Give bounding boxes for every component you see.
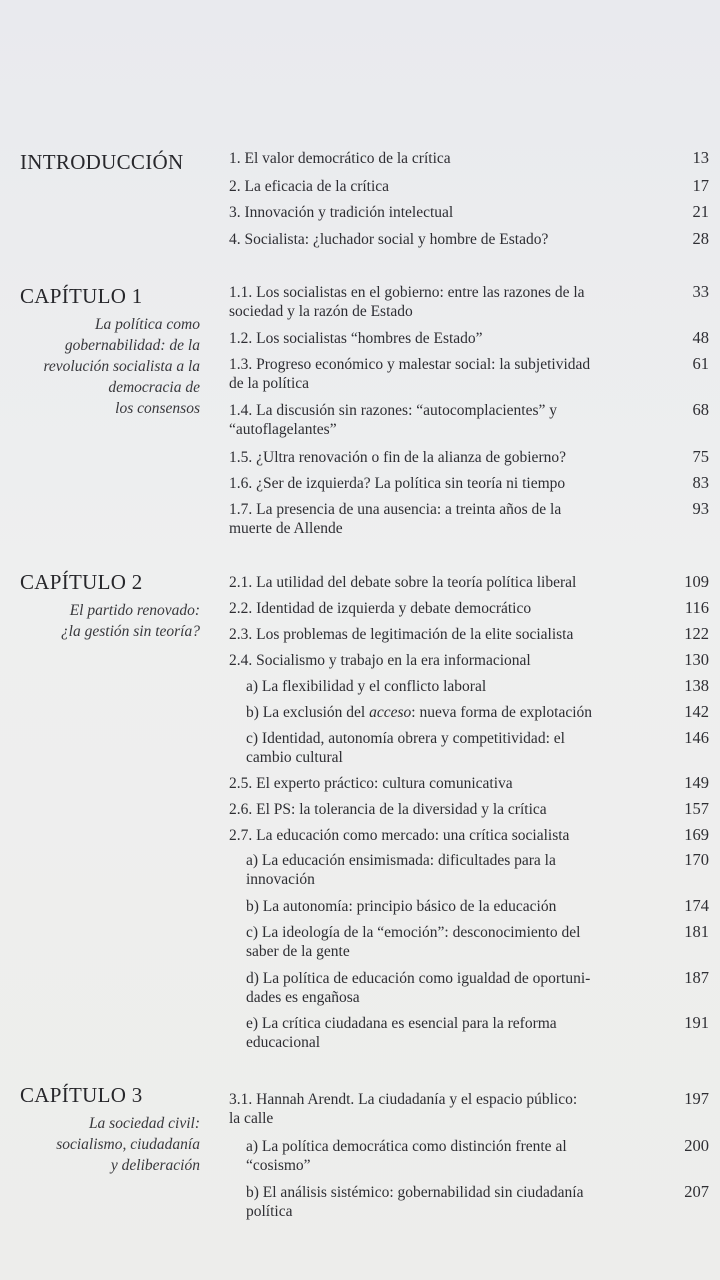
section-subtitle-line: ¿la gestión sin teoría? bbox=[60, 623, 200, 640]
toc-entry-title bbox=[229, 774, 629, 793]
toc-entry-line: 1.7. La presencia de una ausencia: a treinta años de la bbox=[229, 501, 562, 518]
toc-entry[interactable] bbox=[229, 474, 709, 493]
section-title: CAPÍTULO 3 bbox=[20, 1083, 143, 1107]
toc-entry[interactable] bbox=[246, 703, 709, 722]
toc-entry[interactable] bbox=[246, 1183, 709, 1221]
toc-entry-title bbox=[229, 230, 629, 249]
toc-entry-line: 3. Innovación y tradición intelectual bbox=[229, 204, 454, 221]
toc-entry-line: 2. La eficacia de la crítica bbox=[229, 178, 390, 195]
toc-entry-line: 2.5. El experto práctico: cultura comunicativa bbox=[229, 775, 513, 792]
section-subtitle-line: democracia de bbox=[108, 379, 200, 396]
toc-entry-title bbox=[246, 1137, 629, 1175]
toc-entry[interactable] bbox=[246, 677, 709, 696]
toc-entry-line: c) La ideología de la “emoción”: desconocimiento del bbox=[246, 924, 581, 941]
toc-entry-line: a) La educación ensimismada: dificultades para la bbox=[246, 852, 556, 869]
toc-entry-title bbox=[229, 651, 629, 670]
toc-entry[interactable] bbox=[229, 651, 709, 670]
toc-entry[interactable] bbox=[246, 1137, 709, 1175]
toc-entry[interactable] bbox=[229, 826, 709, 845]
toc-entry-title bbox=[246, 851, 629, 889]
toc-entry-line: 1.2. Los socialistas “hombres de Estado” bbox=[229, 330, 483, 347]
toc-entry-line: cambio cultural bbox=[246, 749, 343, 766]
toc-entry-title bbox=[246, 1183, 629, 1221]
toc-entry-title bbox=[229, 625, 629, 644]
toc-entry[interactable] bbox=[229, 329, 709, 348]
toc-entry-title bbox=[246, 969, 629, 1007]
toc-entry[interactable] bbox=[229, 573, 709, 592]
toc-entry-line: 4. Socialista: ¿luchador social y hombre de Estado? bbox=[229, 231, 549, 248]
toc-entry[interactable] bbox=[246, 969, 709, 1007]
toc-entry-title bbox=[246, 677, 629, 696]
section-subtitle bbox=[0, 600, 200, 642]
toc-page-number: 191 bbox=[684, 1013, 709, 1032]
toc-page-number: 207 bbox=[684, 1182, 709, 1201]
toc-entry-title bbox=[229, 329, 629, 348]
toc-entry-line: 1. El valor democrático de la crítica bbox=[229, 150, 451, 167]
section-subtitle-line: los consensos bbox=[115, 400, 200, 417]
toc-entry-line: e) La crítica ciudadana es esencial para la reforma bbox=[246, 1015, 557, 1032]
toc-entry-line: sociedad y la razón de Estado bbox=[229, 303, 413, 320]
toc-entry-title bbox=[229, 500, 629, 538]
toc-entry[interactable] bbox=[229, 599, 709, 618]
toc-page-number: 21 bbox=[692, 202, 709, 221]
toc-entry-title bbox=[229, 355, 629, 393]
toc-page-number: 142 bbox=[684, 702, 709, 721]
toc-entry-line: 2.7. La educación como mercado: una crítica socialista bbox=[229, 827, 570, 844]
toc-page-number: 33 bbox=[692, 282, 709, 301]
toc-entry-line: 2.4. Socialismo y trabajo en la era informacional bbox=[229, 652, 531, 669]
toc-entry[interactable] bbox=[246, 1014, 709, 1052]
toc-page-number: 13 bbox=[692, 148, 709, 167]
toc-entry[interactable] bbox=[229, 230, 709, 249]
section-title: INTRODUCCIÓN bbox=[20, 150, 184, 174]
toc-page-number: 187 bbox=[684, 968, 709, 987]
toc-entry-line: 1.5. ¿Ultra renovación o fin de la alianza de gobierno? bbox=[229, 449, 566, 466]
toc-entry-title bbox=[229, 149, 629, 168]
section-subtitle-line: La política como bbox=[94, 316, 200, 333]
toc-entry[interactable] bbox=[229, 401, 709, 439]
toc-page-number: 174 bbox=[684, 896, 709, 915]
section-subtitle-line: gobernabilidad: de la bbox=[64, 337, 200, 354]
toc-entry-title bbox=[246, 1014, 629, 1052]
toc-entry-line: 3.1. Hannah Arendt. La ciudadanía y el espacio público: bbox=[229, 1091, 578, 1108]
toc-page-number: 146 bbox=[684, 728, 709, 747]
toc-entry[interactable] bbox=[229, 203, 709, 222]
toc-entry-line: b) El análisis sistémico: gobernabilidad sin ciudadanía bbox=[246, 1184, 584, 1201]
toc-entry[interactable] bbox=[246, 729, 709, 767]
toc-entry-title bbox=[229, 177, 629, 196]
toc-entry-title bbox=[229, 599, 629, 618]
toc-entry-line: educacional bbox=[246, 1034, 321, 1051]
toc-entry-line: 2.6. El PS: la tolerancia de la diversidad y la crítica bbox=[229, 801, 547, 818]
toc-page-number: 122 bbox=[684, 624, 709, 643]
toc-entry[interactable] bbox=[229, 283, 709, 321]
toc-page-number: 61 bbox=[692, 354, 709, 373]
toc-entry[interactable] bbox=[229, 177, 709, 196]
section-title: CAPÍTULO 1 bbox=[20, 284, 143, 308]
toc-page-number: 17 bbox=[692, 176, 709, 195]
toc-page-number: 83 bbox=[692, 473, 709, 492]
toc-entry-line: la calle bbox=[229, 1110, 274, 1127]
toc-entry[interactable] bbox=[229, 500, 709, 538]
toc-entry[interactable] bbox=[229, 625, 709, 644]
toc-page-number: 181 bbox=[684, 922, 709, 941]
toc-entry[interactable] bbox=[229, 800, 709, 819]
toc-page-number: 130 bbox=[684, 650, 709, 669]
toc-entry-line: 1.1. Los socialistas en el gobierno: entre las razones de la bbox=[229, 284, 585, 301]
toc-entry-line: 1.3. Progreso económico y malestar social: la subjetividad bbox=[229, 356, 591, 373]
toc-page-number: 157 bbox=[684, 799, 709, 818]
toc-page-number: 28 bbox=[692, 229, 709, 248]
toc-entry-title bbox=[229, 826, 629, 845]
toc-entry-title bbox=[229, 474, 629, 493]
section-subtitle bbox=[0, 1113, 200, 1176]
toc-entry[interactable] bbox=[246, 851, 709, 889]
emphasis-text: acceso bbox=[369, 704, 412, 721]
toc-entry-line: 2.3. Los problemas de legitimación de la elite socialista bbox=[229, 626, 574, 643]
toc-page-number: 93 bbox=[692, 499, 709, 518]
section-subtitle-line: socialismo, ciudadanía bbox=[56, 1136, 200, 1153]
toc-entry-line: b) La exclusión del acceso: nueva forma de explotación bbox=[246, 704, 593, 721]
toc-entry-line: dades es engañosa bbox=[246, 989, 360, 1006]
section-subtitle-line: La sociedad civil: bbox=[88, 1115, 200, 1132]
toc-entry-line: c) Identidad, autonomía obrera y competitividad: el bbox=[246, 730, 565, 747]
toc-entry-line: b) La autonomía: principio básico de la educación bbox=[246, 898, 557, 915]
toc-entry-title bbox=[246, 703, 629, 722]
toc-entry-line: 1.6. ¿Ser de izquierda? La política sin teoría ni tiempo bbox=[229, 475, 566, 492]
toc-entry-title bbox=[229, 401, 629, 439]
toc-page-number: 75 bbox=[692, 447, 709, 466]
toc-entry-line: “autoflagelantes” bbox=[229, 421, 337, 438]
toc-page-number: 200 bbox=[684, 1136, 709, 1155]
toc-entry-title bbox=[229, 1090, 629, 1128]
toc-entry-line: saber de la gente bbox=[246, 943, 350, 960]
toc-entry[interactable] bbox=[229, 355, 709, 393]
toc-page-number: 68 bbox=[692, 400, 709, 419]
toc-entry[interactable] bbox=[229, 149, 709, 168]
toc-page-number: 109 bbox=[684, 572, 709, 591]
toc-entry-line: muerte de Allende bbox=[229, 520, 343, 537]
toc-page-number: 170 bbox=[684, 850, 709, 869]
toc-page-number: 149 bbox=[684, 773, 709, 792]
toc-entry-title bbox=[229, 800, 629, 819]
toc-entry-line: 1.4. La discusión sin razones: “autocomplacientes” y bbox=[229, 402, 557, 419]
toc-entry[interactable] bbox=[229, 448, 709, 467]
toc-entry-title bbox=[246, 729, 629, 767]
toc-entry[interactable] bbox=[229, 1090, 709, 1128]
toc-page-number: 197 bbox=[684, 1089, 709, 1108]
toc-entry-line: política bbox=[246, 1203, 293, 1220]
toc-entry-title bbox=[246, 897, 629, 916]
toc-entry-title bbox=[229, 573, 629, 592]
toc-entry[interactable] bbox=[229, 774, 709, 793]
toc-page-number: 169 bbox=[684, 825, 709, 844]
toc-entry-line: 2.1. La utilidad del debate sobre la teoría política liberal bbox=[229, 574, 577, 591]
toc-entry-line: a) La política democrática como distinción frente al bbox=[246, 1138, 567, 1155]
section-subtitle-line: y deliberación bbox=[110, 1157, 200, 1174]
toc-entry-title bbox=[246, 923, 629, 961]
toc-entry-title bbox=[229, 448, 629, 467]
section-subtitle bbox=[0, 314, 200, 419]
toc-entry-title bbox=[229, 203, 629, 222]
toc-entry-line: 2.2. Identidad de izquierda y debate democrático bbox=[229, 600, 532, 617]
toc-page-number: 48 bbox=[692, 328, 709, 347]
toc-page-number: 138 bbox=[684, 676, 709, 695]
section-subtitle-line: revolución socialista a la bbox=[43, 358, 200, 375]
toc-entry-line: d) La política de educación como igualdad de oportuni- bbox=[246, 970, 591, 987]
toc-entry[interactable] bbox=[246, 897, 709, 916]
toc-entry-line: de la política bbox=[229, 375, 310, 392]
toc-entry[interactable] bbox=[246, 923, 709, 961]
toc-entry-line: innovación bbox=[246, 871, 315, 888]
section-subtitle-line: El partido renovado: bbox=[69, 602, 200, 619]
toc-entry-title bbox=[229, 283, 629, 321]
toc-entry-line: “cosismo” bbox=[246, 1157, 311, 1174]
toc-page-number: 116 bbox=[684, 598, 709, 617]
toc-entry-line: a) La flexibilidad y el conflicto laboral bbox=[246, 678, 487, 695]
section-title: CAPÍTULO 2 bbox=[20, 570, 143, 594]
